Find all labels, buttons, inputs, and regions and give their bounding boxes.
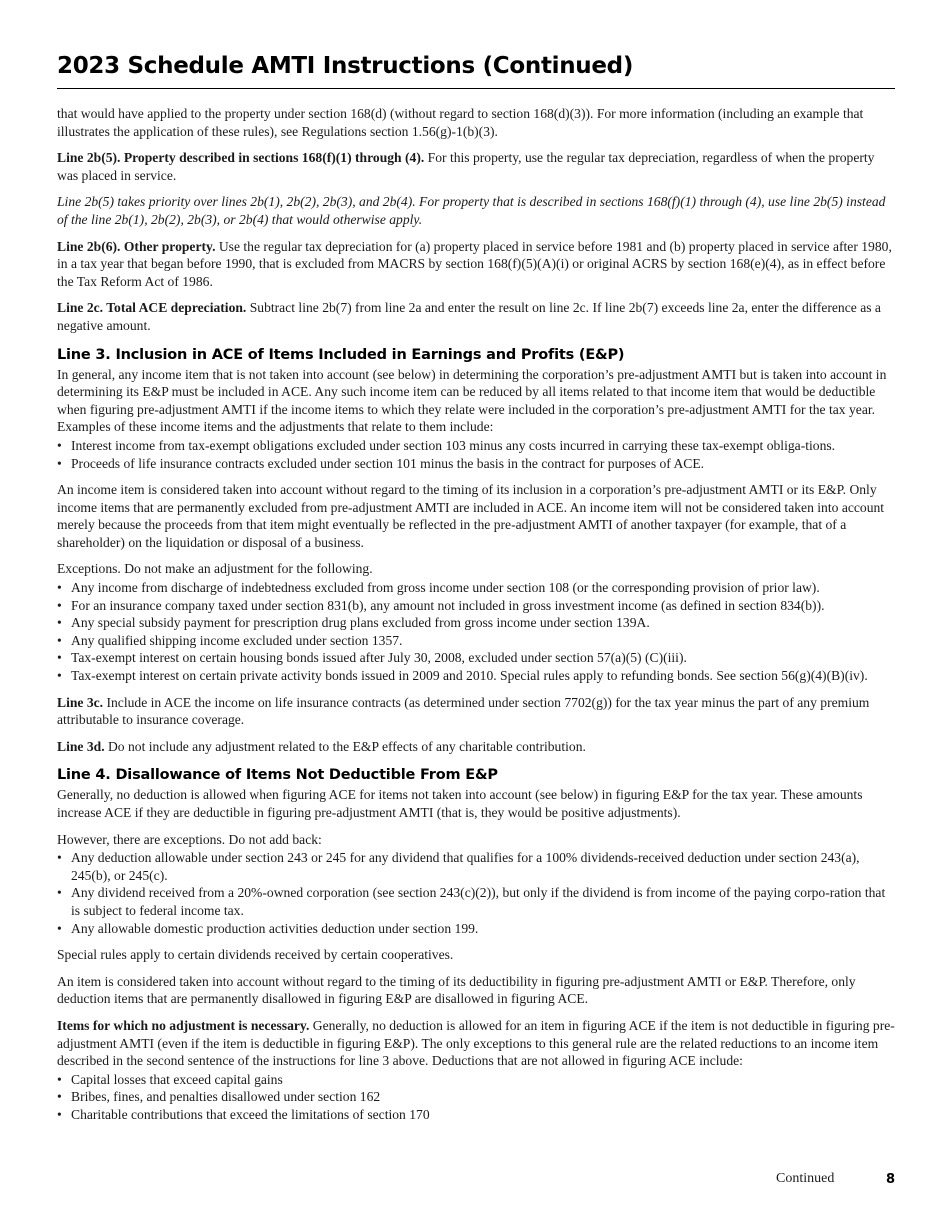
- line-2b6-label: Line 2b(6). Other property.: [57, 238, 216, 254]
- line-3-para-1: In general, any income item that is not taken into account (see below) in determining the corporation’s pre-adjustment AMTI but is taken into account in determining its E&P must be included in ACE. Any such income item can be reduced by all items related to that income item that would be deductible when figuring pre-adjustment AMTI if the income items to which they relate were included in the corporation’s pre-adjustment AMTI for the tax year. Examples of these income items and the adjustments that relate to them include:: [57, 366, 887, 435]
- list-item: • Any dividend received from a 20%-owned corporation (see section 243(c)(2)), but only if the dividend is from income of the paying corpo-ration that is subject to federal income tax.: [57, 884, 895, 919]
- line-2b5-note: Line 2b(5) takes priority over lines 2b(1), 2b(2), 2b(3), and 2b(4). For property that is described in sections 168(f)(1) through (4), use line 2b(5) instead of the line 2b(1), 2b(2), 2b(3), or 2b(4) that would otherwise apply.: [57, 194, 886, 227]
- line-2b6-paragraph: [57, 238, 895, 291]
- page-title: 2023 Schedule AMTI Instructions (Continued): [57, 53, 634, 79]
- intro-continuation: that would have applied to the property under section 168(d) (without regard to section 168(d)(3)). For more information (including an example that illustrates the application of these rules), see Regulations section 1.56(g)-1(b)(3).: [57, 106, 864, 139]
- line-4-para-1: Generally, no deduction is allowed when figuring ACE for items not taken into account (see below) in figuring E&P for the tax year. These amounts increase ACE if they are deductible in figuring pre-adjustment AMTI (that is, they would be positive adjustments).: [57, 787, 863, 820]
- list-item: • Proceeds of life insurance contracts excluded under section 101 minus the basis in the contract for purposes of ACE.: [57, 455, 895, 473]
- line-2b5-paragraph: [57, 149, 895, 184]
- line-4-para-3: An item is considered taken into account without regard to the timing of its deductibility in figuring pre-adjustment AMTI or E&P. Therefore, only deduction items that are permanently disallowed in figuring E&P are disallowed in figuring ACE.: [57, 973, 856, 1007]
- line-3-heading: Line 3. Inclusion in ACE of Items Included in Earnings and Profits (E&P): [57, 346, 625, 363]
- list-item: • Capital losses that exceed capital gains: [57, 1071, 895, 1089]
- line-3c-label: Line 3c.: [57, 694, 104, 710]
- line-2c-paragraph: [57, 299, 895, 334]
- line-4-exceptions-list: [57, 849, 895, 937]
- line-3c-paragraph: [57, 694, 895, 729]
- page-number: 8: [886, 1172, 896, 1187]
- document-body: [57, 105, 895, 1124]
- line-3d-text: Do not include any adjustment related to the E&P effects of any charitable contribution.: [104, 738, 586, 754]
- no-adjustment-paragraph: [57, 1017, 895, 1070]
- list-item: • Charitable contributions that exceed the limitations of section 170: [57, 1106, 895, 1124]
- line-3-para-2: An income item is considered taken into account without regard to the timing of its inclusion in a corporation’s pre-adjustment AMTI or its E&P. Only income items that are permanently excluded from pre-adjustment AMTI are included in ACE. An income item will not be considered taken into account merely because the proceeds from that item might eventually be reflected in the pre-adjustment AMTI of another taxpayer (for example, that of a shareholder) on the liquidation or disposal of a business.: [57, 482, 885, 550]
- list-item: • Bribes, fines, and penalties disallowed under section 162: [57, 1088, 895, 1106]
- line-3d-label: Line 3d.: [57, 738, 105, 754]
- list-item: • Any allowable domestic production activities deduction under section 199.: [57, 920, 895, 938]
- line-2b6-text: Use the regular tax depreciation for (a) property placed in service before 1981 and (b) property placed in service after 1980, in a tax year that began before 1990, that is excluded from MACRS by section 168(f)(5)(A)(i) or original ACRS by section 168(e)(4), as in effect before the Tax Reform Act of 1986.: [57, 238, 892, 289]
- line-4-exceptions-intro: However, there are exceptions. Do not add back:: [57, 831, 322, 847]
- line-2c-text: Subtract line 2b(7) from line 2a and enter the result on line 2c. If line 2b(7) exceeds line 2a, enter the difference as a negative amount.: [57, 300, 881, 333]
- line-2b5-text: For this property, use the regular tax depreciation, regardless of when the property was placed in service.: [57, 150, 875, 183]
- list-item: • Any deduction allowable under section 243 or 245 for any dividend that qualifies for a 100% dividends-received deduction under section 243(a), 245(b), or 245(c).: [57, 849, 895, 884]
- list-item: • For an insurance company taxed under section 831(b), any amount not included in gross investment income (as defined in section 834(b)).: [57, 597, 895, 615]
- list-item: • Any special subsidy payment for prescription drug plans excluded from gross income under section 139A.: [57, 614, 895, 632]
- list-item: • Any income from discharge of indebtedness excluded from gross income under section 108 (or the corresponding provision of prior law).: [57, 579, 895, 597]
- continued-label: Continued: [776, 1171, 835, 1186]
- line-3-exceptions-list: [57, 579, 895, 685]
- line-4-heading: Line 4. Disallowance of Items Not Deductible From E&P: [57, 767, 498, 784]
- not-allowed-list: [57, 1071, 895, 1124]
- list-item: • Any qualified shipping income excluded under section 1357.: [57, 632, 895, 650]
- line-3d-paragraph: [57, 738, 895, 756]
- line-3-exceptions-intro: Exceptions. Do not make an adjustment for the following.: [57, 561, 373, 577]
- no-adjustment-text: Generally, no deduction is allowed for an item in figuring ACE if the item is not deductible in figuring pre-adjustment AMTI (even if the item is deductible in figuring E&P). The only exceptions to this general rule are the related reductions to an income item described in the second sentence of the instructions for line 3 above. Deductions that are not allowed in figuring ACE include:: [57, 1017, 895, 1069]
- line-2b5-label: Line 2b(5). Property described in sections 168(f)(1) through (4).: [57, 150, 425, 166]
- line-3c-text: Include in ACE the income on life insurance contracts (as determined under section 7702(g)) for the tax year minus the part of any premium attributable to insurance coverage.: [57, 694, 870, 728]
- list-item: • Tax-exempt interest on certain housing bonds issued after July 30, 2008, excluded under section 57(a)(5) (C)(iii).: [57, 649, 895, 667]
- page-header: [57, 50, 895, 89]
- line-3-examples-list: [57, 437, 895, 472]
- list-item: • Interest income from tax-exempt obligations excluded under section 103 minus any costs incurred in carrying these tax-exempt obliga-tions.: [57, 437, 895, 455]
- line-4-para-2: Special rules apply to certain dividends received by certain cooperatives.: [57, 947, 454, 963]
- line-2c-label: Line 2c. Total ACE depreciation.: [57, 300, 247, 316]
- no-adjustment-label: Items for which no adjustment is necessary.: [57, 1017, 310, 1033]
- list-item: • Tax-exempt interest on certain private activity bonds issued in 2009 and 2010. Special rules apply to refunding bonds. See section 56(g)(4)(B)(iv).: [57, 667, 895, 685]
